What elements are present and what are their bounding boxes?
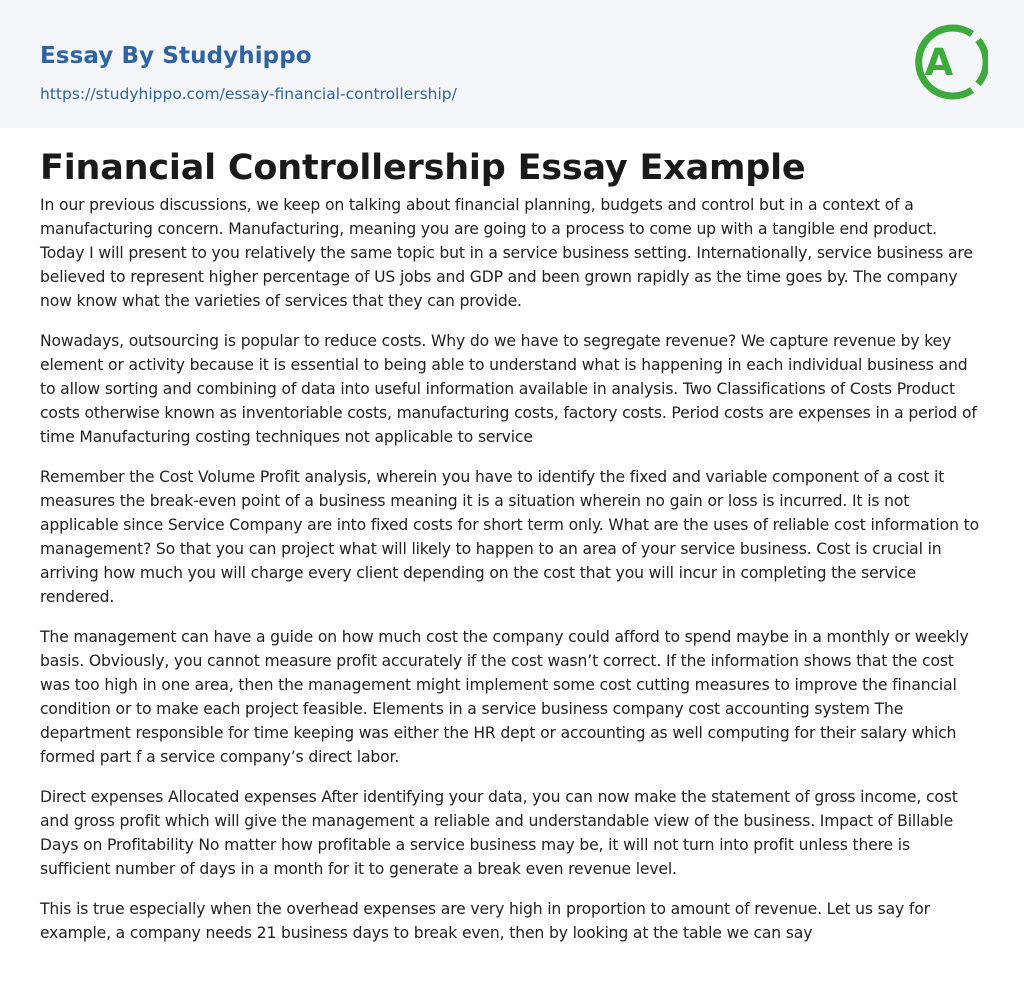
essay-url-link[interactable]: https://studyhippo.com/essay-financial-controllership/	[40, 85, 457, 103]
page-title: Financial Controllership Essay Example	[40, 148, 806, 188]
essay-paragraph: The management can have a guide on how much cost the company could afford to spend maybe in a monthly or weekly basis. Obviously, you cannot measure profit accurately if the cost wasn’t correct. If the information shows that the cost was too high in one area, then the management might implement some cost cutting measures to improve the financial condition or to make each project feasible. Elements in a service business company cost accounting system The department responsible for time keeping was either the HR dept or accounting as well computing for their salary which formed part f a service company’s direct labor.	[40, 628, 969, 766]
essay-paragraph: In our previous discussions, we keep on talking about financial planning, budgets and control but in a context of a manufacturing concern. Manufacturing, meaning you are going to a process to come up with a tangible end product. Today I will present to you relatively the same topic but in a service business setting. Internationally, service business are believed to represent higher percentage of US jobs and GDP and been grown rapidly as the time goes by. The company now know what the varieties of services that they can provide.	[40, 196, 973, 310]
essay-paragraph: Nowadays, outsourcing is popular to reduce costs. Why do we have to segregate revenue? We capture revenue by key element or activity because it is essential to being able to understand what is happening in each individual business and to allow sorting and combining of data into useful information available in analysis. Two Classifications of Costs Product costs otherwise known as inventoriable costs, manufacturing costs, factory costs. Period costs are expenses in a period of time Manufacturing costing techniques not applicable to service	[40, 332, 977, 446]
essay-paragraph: Remember the Cost Volume Profit analysis, wherein you have to identify the fixed and variable component of a cost it measures the break-even point of a business meaning it is a situation wherein no gain or loss is incurred. It is not applicable since Service Company are into fixed costs for short term only. What are the uses of reliable cost information to management? So that you can project what will likely to happen to an area of your service business. Cost is crucial in arriving how much you will charge every client depending on the cost that you will incur in completing the service rendered.	[40, 468, 979, 606]
essay-paragraph: Direct expenses Allocated expenses After identifying your data, you can now make the statement of gross income, cost and gross profit which will give the management a reliable and understandable view of the business. Impact of Billable Days on Profitability No matter how profitable a service business may be, it will not turn into profit unless there is sufficient number of days in a month for it to generate a break even revenue level.	[40, 788, 958, 878]
studyhippo-logo-icon[interactable]	[910, 18, 988, 106]
essay-content	[0, 128, 1024, 945]
essay-paragraph: This is true especially when the overhead expenses are very high in proportion to amount of revenue. Let us say for example, a company needs 21 business days to break even, then by looking at the table we can say	[40, 900, 930, 942]
logo-letter: A	[924, 41, 954, 84]
site-header	[0, 0, 1024, 128]
site-brand[interactable]: Essay By Studyhippo	[40, 43, 312, 69]
